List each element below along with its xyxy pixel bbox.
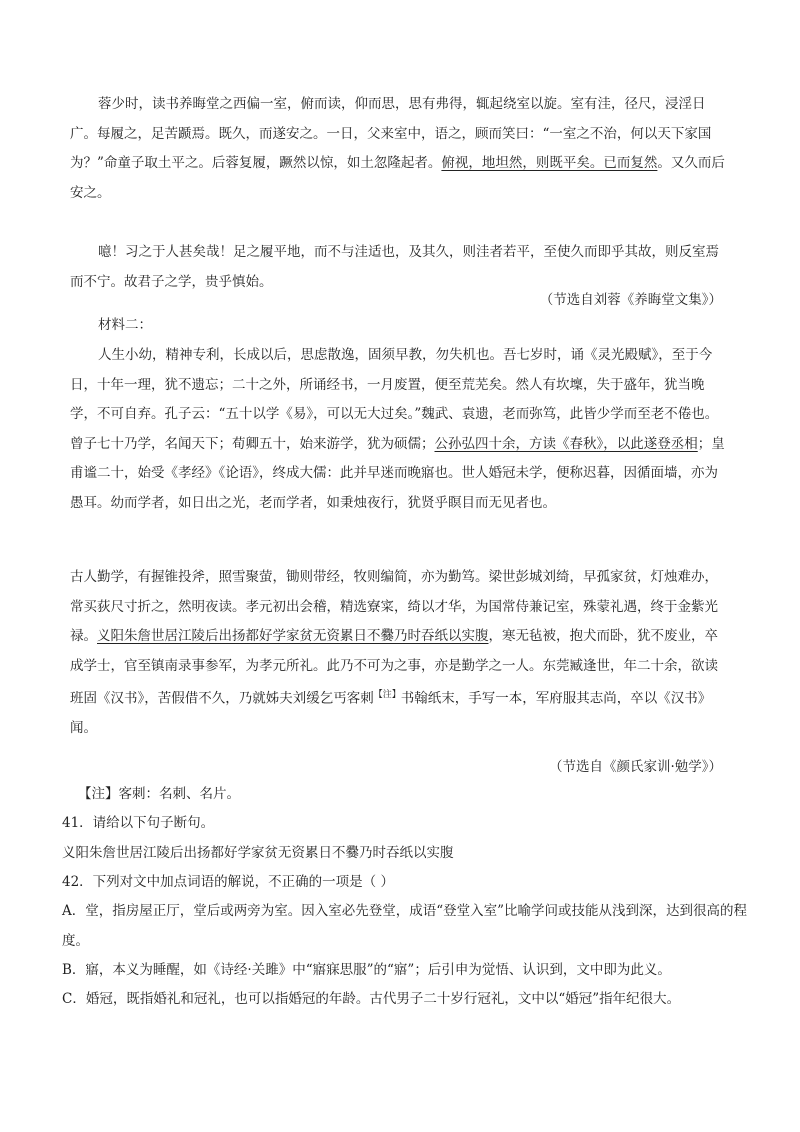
- underlined-sentence-2: 公孙弘四十余，方读《春秋》，以此遂登丞相: [434, 435, 698, 452]
- question-42-option-b: B．寤，本义为睡醒，如《诗经·关雎》中“寤寐思服”的“寤”；后引申为觉悟、认识到，文中即为此义。: [62, 962, 671, 978]
- question-41-stem: 41．请给以下句子断句。: [62, 815, 215, 831]
- footnote-marker: 【注】: [373, 690, 401, 701]
- material2-paragraph1: 人生小幼，精神专利，长成以后，思虑散逸，固须早教，勿失机也。吾七岁时，诵《灵光殿赋》，至于今日，十年一理，犹不遗忘；二十之外，所诵经书，一月废置，便至荒芜矣。然人有坎壈，失于盛年，犹当晚学，不可自弃。孔子云：“五十以学《易》，可以无大过矣。”魏武、袁遗，老而弥笃，此皆少学而至老不倦也。曾子七十乃学，名闻天下；荀卿五十，始来游学，犹为硕儒；公孙弘四十余，方读《春秋》，以此遂登丞相；皇甫谧二十，始受《孝经》《论语》，终成大儒：此并早迷而晚寤也。世人婚冠未学，便称迟暮，因循面墙，亦为愚耳。幼而学者，如日出之光，老而学者，如秉烛夜行，犹贤乎瞑目而无见者也。: [70, 347, 725, 511]
- material1-paragraph1: 蓉少时，读书养晦堂之西偏一室，俯而读，仰而思，思有弗得，辄起绕室以旋。室有洼，径尺，浸淫日广。每履之，足苦踬焉。既久，而遂安之。一日，父来室中，语之，顾而笑曰：“一室之不治，何以天下家国为？”命童子取土平之。后蓉复履，蹶然以惊，如土忽隆起者。俯视，地坦然，则既平矣。已而复然。又久而后安之。: [70, 96, 725, 201]
- question-42-option-a: A．堂，指房屋正厅，堂后或两旁为室。因入室必先登堂，成语“登堂入室”比喻学问或技能从浅到深，达到很高的程度。: [62, 903, 748, 949]
- underlined-sentence-1: 俯视，地坦然，则既平矣。已而复然: [441, 155, 658, 172]
- question-41-sentence: 义阳朱詹世居江陵后出扬都好学家贫无资累日不爨乃时吞纸以实腹: [62, 845, 454, 861]
- annotation-note: 【注】客刺：名刺、名片。: [78, 786, 240, 802]
- material1-paragraph2: 噫！习之于人甚矣哉！足之履平地，而不与洼适也，及其久，则洼者若平，至使久而即乎其故，则反室焉而不宁。故君子之学，贵乎慎始。: [70, 244, 719, 290]
- material2-paragraph2: 古人勤学，有握锥投斧，照雪聚萤，锄则带经，牧则编简，亦为勤笃。梁世彭城刘绮，早孤家贫，灯烛难办，常买荻尺寸折之，然明夜读。孝元初出会稽，精选寮寀，绮以才华，为国常侍兼记室，殊蒙礼遇，终于金紫光禄。义阳朱詹世居江陵后出扬都好学家贫无资累日不爨乃时吞纸以实腹，寒无毡被，抱犬而卧，犹不废业，卒成学士，官至镇南录事参军，为孝元所礼。此乃不可为之事，亦是勤学之一人。东莞臧逢世，年二十余，欲读班固《汉书》，苦假借不久，乃就姊夫刘缓乞丐客刺$^{【注】}$书翰纸末，手写一本，军府服其志尚，卒以《汉书》闻。: [70, 569, 718, 737]
- material2-heading: 材料二：: [98, 317, 152, 333]
- underlined-sentence-3: 义阳朱詹世居江陵后出扬都好学家贫无资累日不爨乃时吞纸以实腹: [97, 628, 489, 645]
- question-42-option-c: C．婚冠，既指婚礼和冠礼，也可以指婚冠的年龄。古代男子二十岁行冠礼，文中以“婚冠”指年纪很大。: [62, 991, 681, 1007]
- material2-source: （节选自《颜氏家训·勉学》）: [548, 759, 722, 775]
- question-42-stem: 42．下列对文中加点词语的解说，不正确的一项是（ ）: [62, 874, 394, 890]
- material1-source: （节选自刘蓉《养晦堂文集》）: [539, 292, 722, 308]
